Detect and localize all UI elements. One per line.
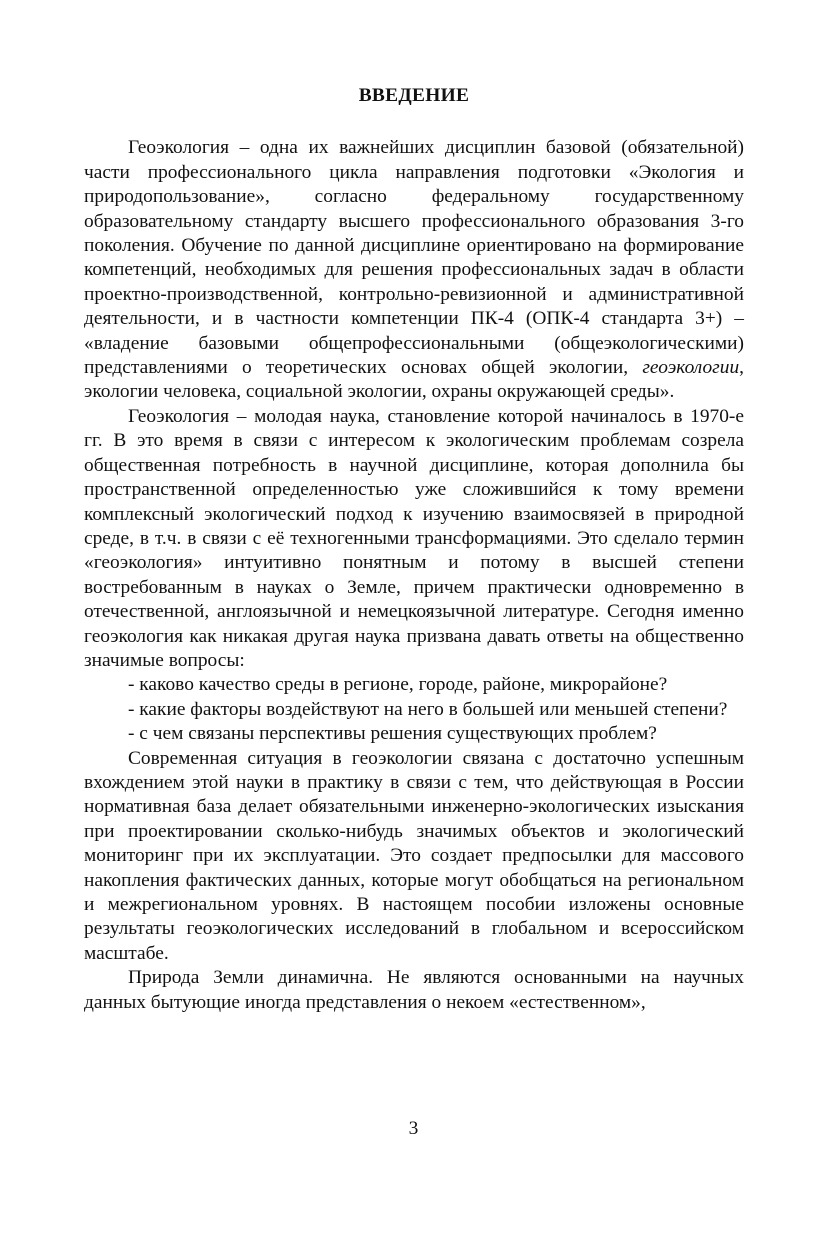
page-body	[84, 84, 744, 1015]
paragraph-current-situation: Современная ситуация в геоэкологии связана с достаточно успешным вхождением этой науки в практику в связи с тем, что действующая в России нормативная база делает обязательными инженерно-экологических изыскания при проектировании сколько-нибудь значимых объектов и экологический мониторинг при их эксплуатации. Это создает предпосылки для массового накопления фактических данных, которые могут обобщаться на региональном и межрегиональном уровнях. В настоящем пособии изложены основные результаты геоэкологических исследований в глобальном и всероссийском масштабе.	[84, 747, 744, 964]
paragraph-young-science: Геоэкология – молодая наука, становление которой начиналось в 1970-е гг. В это время в связи с интересом к экологическим проблемам созрела общественная потребность в научной дисциплине, которая дополнила бы пространственной определенностью уже сложившийся к тому времени комплексный экологический подход к изучению взаимосвязей в природной среде, в т.ч. в связи с её техногенными трансформациями. Это сделало термин «геоэкология» интуитивно понятным и потому в высшей степени востребованным в науках о Земле, причем практически одновременно в отечественной, англоязычной и немецкоязычной литературе. Сегодня именно геоэкология как никакая другая наука призвана давать ответы на общественно значимые вопросы:	[84, 405, 744, 671]
paragraph-intro-emphasis: геоэкологии	[642, 357, 740, 379]
page-number: 3	[408, 1118, 419, 1139]
question-item-factors: - какие факторы воздействуют на него в большей или меньшей степени?	[128, 698, 728, 720]
question-item-prospects: - с чем связаны перспективы решения существующих проблем?	[128, 723, 657, 745]
section-title: ВВЕДЕНИЕ	[358, 85, 470, 106]
paragraph-nature-dynamic: Природа Земли динамична. Не являются основанными на научных данных бытующие иногда представления о некоем «естественном»,	[84, 967, 744, 1013]
paragraph-intro-tail: , экологии человека, социальной экологии, охраны окружающей среды».	[84, 357, 744, 403]
paragraph-intro	[84, 136, 744, 404]
question-item-quality: - каково качество среды в регионе, городе, районе, микрорайоне?	[128, 674, 668, 696]
paragraph-intro-text: Геоэкология – одна их важнейших дисциплин базовой (обязательной) части профессионального цикла направления подготовки «Экология и природопользование», согласно федеральному государственному образовательному стандарту высшего профессионального образования 3-го поколения. Обучение по данной дисциплине ориентировано на формирование компетенций, необходимых для решения профессиональных задач в области проектно-производственной, контрольно-ревизионной и административной деятельности, и в частности компетенции ПК-4 (ОПК-4 стандарта 3+) – «владение базовыми общепрофессиональными (общеэкологическими) представлениями о теоретических основах общей экологии,	[84, 137, 744, 379]
